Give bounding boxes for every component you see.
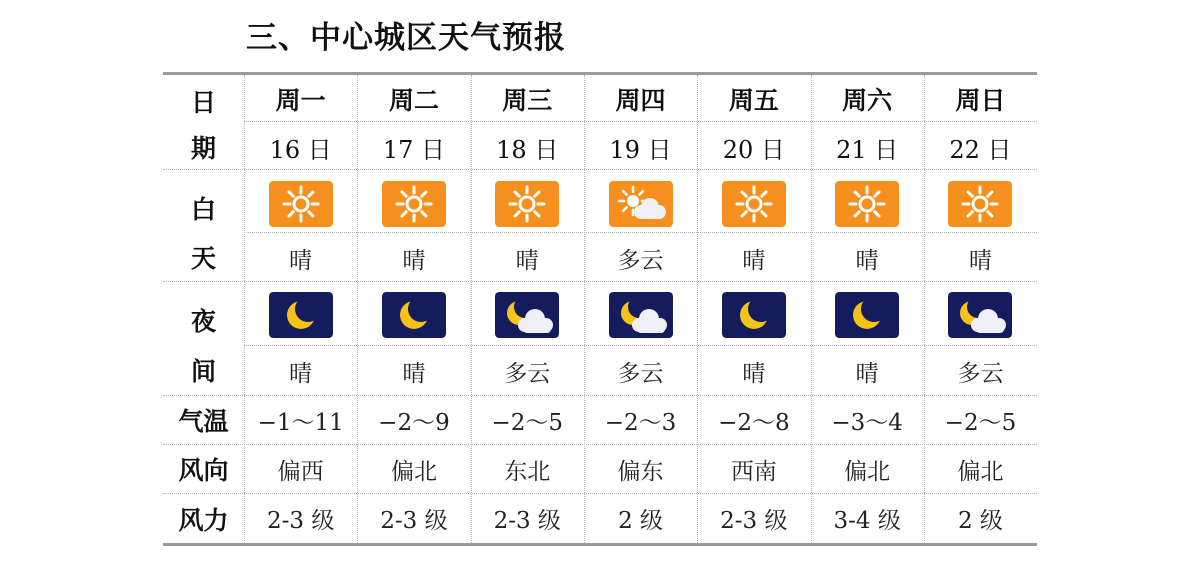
- night-weather-text: 多云: [957, 360, 1004, 387]
- row-divider: [163, 281, 1037, 282]
- moon-cloud-icon: [471, 286, 584, 344]
- label-temperature: 气温: [178, 407, 229, 436]
- weekday-label: 周四: [615, 86, 666, 115]
- night-weather-text: 多云: [617, 360, 664, 387]
- weekday-label: 周三: [502, 86, 553, 115]
- day-weather-text: 晴: [855, 247, 879, 274]
- weekday-label: 周日: [955, 86, 1006, 115]
- label-date-2: 期: [190, 134, 216, 163]
- sun-cloud-icon: [584, 176, 697, 232]
- date-label: 22 日: [949, 135, 1012, 164]
- moon-icon: [697, 286, 810, 344]
- label-day-1: 白: [190, 195, 216, 224]
- wind-direction-value: 西南: [730, 458, 777, 485]
- day-weather-text: 晴: [402, 247, 426, 274]
- sun-icon: [357, 176, 470, 232]
- day-weather-text: 多云: [617, 247, 664, 274]
- date-label: 16 日: [269, 135, 332, 164]
- label-night-2: 间: [190, 357, 216, 386]
- label-date-1: 日: [190, 88, 216, 117]
- wind-force-value: 3-4 级: [833, 508, 901, 534]
- date-label: 17 日: [382, 135, 446, 164]
- wind-force-value: 2-3 级: [720, 508, 788, 534]
- label-night-1: 夜: [190, 307, 216, 336]
- date-label: 19 日: [609, 135, 672, 164]
- weekday-label: 周二: [388, 86, 439, 115]
- temperature-value: −2～5: [491, 409, 564, 436]
- wind-direction-value: 偏北: [957, 458, 1004, 485]
- row-divider: [244, 232, 1037, 233]
- temperature-value: −1～11: [257, 409, 344, 436]
- moon-cloud-icon: [584, 286, 697, 344]
- night-weather-text: 多云: [504, 360, 551, 387]
- date-label: 21 日: [836, 135, 899, 164]
- night-weather-text: 晴: [855, 360, 879, 387]
- sun-icon: [244, 176, 357, 232]
- night-weather-text: 晴: [289, 360, 313, 387]
- day-weather-text: 晴: [289, 247, 313, 274]
- date-label: 20 日: [722, 135, 785, 164]
- label-wind-direction: 风向: [178, 456, 229, 485]
- wind-force-value: 2 级: [618, 508, 664, 534]
- night-weather-text: 晴: [402, 360, 426, 387]
- wind-force-value: 2-3 级: [266, 508, 335, 534]
- temperature-value: −2～3: [604, 409, 677, 436]
- weekday-label: 周一: [275, 86, 326, 115]
- wind-force-value: 2-3 级: [380, 508, 448, 534]
- wind-direction-value: 偏北: [390, 458, 437, 485]
- moon-icon: [244, 286, 357, 344]
- page-title: 三、中心城区天气预报: [246, 20, 566, 56]
- day-weather-text: 晴: [968, 247, 992, 274]
- day-weather-text: 晴: [742, 247, 766, 274]
- temperature-value: −2～5: [944, 409, 1017, 436]
- weekday-label: 周五: [728, 86, 779, 115]
- sun-icon: [697, 176, 810, 232]
- day-weather-text: 晴: [515, 247, 539, 274]
- weekday-label: 周六: [842, 86, 893, 115]
- temperature-value: −2～9: [378, 409, 450, 436]
- wind-force-value: 2-3 级: [493, 508, 561, 534]
- temperature-value: −3～4: [831, 409, 903, 436]
- wind-direction-value: 偏东: [617, 458, 664, 485]
- table-bottom-rule: [163, 543, 1037, 546]
- label-wind-force: 风力: [178, 505, 229, 535]
- moon-cloud-icon: [924, 286, 1037, 344]
- weather-forecast-table: [163, 72, 1037, 546]
- sun-icon: [471, 176, 584, 232]
- wind-force-value: 2 级: [957, 508, 1003, 534]
- wind-direction-value: 偏北: [844, 458, 891, 485]
- night-weather-text: 晴: [742, 360, 766, 387]
- row-divider: [244, 345, 1037, 346]
- table-top-rule: [163, 72, 1037, 75]
- date-label: 18 日: [496, 135, 559, 164]
- moon-icon: [811, 286, 924, 344]
- sun-icon: [924, 176, 1037, 232]
- sun-icon: [811, 176, 924, 232]
- label-day-2: 天: [190, 244, 216, 273]
- temperature-value: −2～8: [718, 409, 790, 436]
- wind-direction-value: 偏西: [277, 458, 324, 485]
- wind-direction-value: 东北: [504, 458, 551, 485]
- moon-icon: [357, 286, 470, 344]
